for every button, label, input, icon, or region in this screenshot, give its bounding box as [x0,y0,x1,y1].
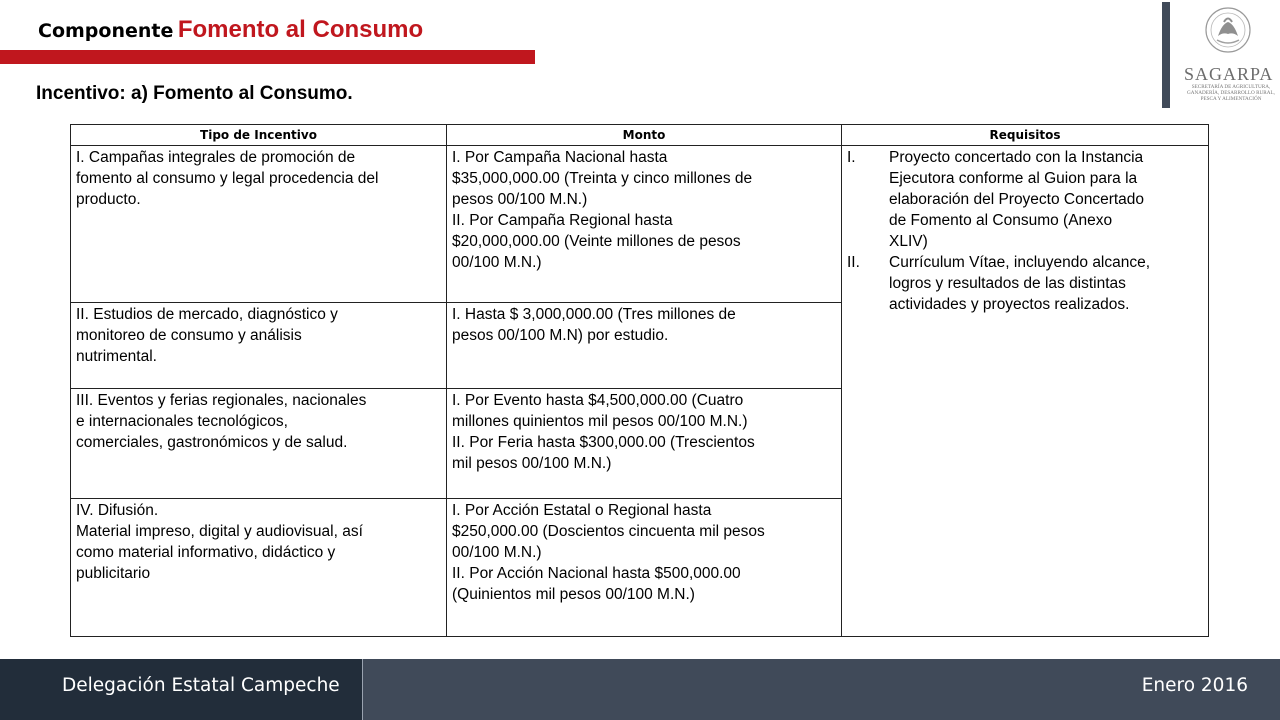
header-requisitos: Requisitos [842,125,1209,146]
cell-line: actividades y proyectos realizados. [889,296,1130,313]
cell-line: I. Por Campaña Nacional hasta [452,149,668,166]
cell-line: XLIV) [889,233,928,250]
cell-line: (Quinientos mil pesos 00/100 M.N.) [452,586,695,603]
header-monto: Monto [447,125,842,146]
cell-line: mil pesos 00/100 M.N.) [452,455,612,472]
cell-line: I. Campañas integrales de promoción de [76,149,356,166]
cell-line: $250,000.00 (Doscientos cincuenta mil pesos [452,523,765,540]
cell-line: logros y resultados de las distintas [889,275,1126,292]
cell-line: II. Por Campaña Regional hasta [452,212,673,229]
logo-name: SAGARPA [1184,64,1274,84]
title-prefix: Componente [38,20,174,42]
title-main: Fomento al Consumo [177,16,424,43]
cell-line: II. Por Feria hasta $300,000.00 (Trescientos [452,434,755,451]
page-title [38,16,423,44]
logo-divider [1162,2,1170,108]
cell-line: e internacionales tecnológicos, [76,413,288,430]
cell-line: III. Eventos y ferias regionales, nacionales [76,392,367,409]
cell-line: pesos 00/100 M.N.) [452,191,588,208]
cell-line: nutrimental. [76,348,157,365]
footer-delegation: Delegación Estatal Campeche [62,675,340,696]
coat-of-arms-icon [1204,6,1252,54]
requisito-item [847,147,1204,252]
cell-line: publicitario [76,565,151,582]
cell-line: como material informativo, didáctico y [76,544,336,561]
tipo-cell [71,303,447,389]
cell-line: II. Estudios de mercado, diagnóstico y [76,306,338,323]
requisito-number: I. [847,149,856,166]
tipo-cell [71,389,447,499]
logo-subtext: SECRETARÍA DE AGRICULTURA, GANADERÍA, DESARROLLO RURAL, PESCA Y ALIMENTACIÓN [1187,84,1275,102]
cell-line: $35,000,000.00 (Treinta y cinco millones de [452,170,753,187]
footer-left-panel [0,659,363,720]
table-header-row [71,125,1209,146]
title-underline-bar [0,50,535,64]
table-row [71,146,1209,303]
cell-line: Currículum Vítae, incluyendo alcance, [889,254,1151,271]
cell-line: elaboración del Proyecto Concertado [889,191,1145,208]
cell-line: I. Por Evento hasta $4,500,000.00 (Cuatro [452,392,744,409]
cell-line: de Fomento al Consumo (Anexo [889,212,1113,229]
cell-line: pesos 00/100 M.N) por estudio. [452,327,669,344]
cell-line: comerciales, gastronómicos y de salud. [76,434,348,451]
cell-line: millones quinientos mil pesos 00/100 M.N.) [452,413,748,430]
cell-line: IV. Difusión. [76,502,159,519]
monto-cell [447,146,842,303]
cell-line: monitoreo de consumo y análisis [76,327,302,344]
requisitos-cell [842,146,1209,637]
cell-line: I. Hasta $ 3,000,000.00 (Tres millones de [452,306,736,323]
requisito-text [889,147,1144,252]
cell-line: Proyecto concertado con la Instancia [889,149,1144,166]
footer-date: Enero 2016 [1141,675,1248,696]
cell-line: 00/100 M.N.) [452,254,542,271]
monto-cell [447,389,842,499]
incentive-subtitle: Incentivo: a) Fomento al Consumo. [36,83,353,104]
cell-line: fomento al consumo y legal procedencia del [76,170,379,187]
requisito-item [847,252,1204,315]
cell-line: Material impreso, digital y audiovisual, así [76,523,363,540]
cell-line: 00/100 M.N.) [452,544,542,561]
incentives-table [70,124,1209,637]
header-tipo: Tipo de Incentivo [71,125,447,146]
monto-cell [447,499,842,637]
tipo-cell [71,499,447,637]
footer-bar [0,659,1280,720]
sagarpa-logo [1182,4,1276,108]
cell-line: I. Por Acción Estatal o Regional hasta [452,502,712,519]
cell-line: II. Por Acción Nacional hasta $500,000.00 [452,565,741,582]
cell-line: $20,000,000.00 (Veinte millones de pesos [452,233,741,250]
requisito-number: II. [847,254,860,271]
cell-line: Ejecutora conforme al Guion para la [889,170,1138,187]
cell-line: producto. [76,191,141,208]
tipo-cell [71,146,447,303]
requisito-text [889,252,1150,315]
monto-cell [447,303,842,389]
